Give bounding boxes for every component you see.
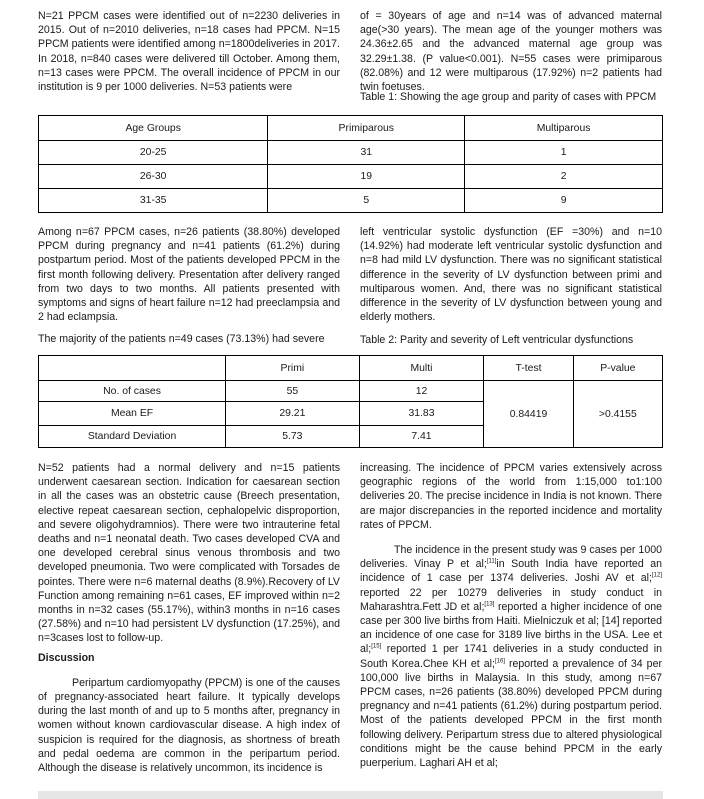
- citation-15: [15]: [371, 643, 382, 650]
- table2-cell: 12: [359, 381, 484, 402]
- table2-cell: 31.83: [359, 402, 484, 426]
- table-row: [39, 165, 663, 189]
- discussion-heading: Discussion: [38, 651, 95, 664]
- table2-header-multi: Multi: [359, 356, 484, 381]
- discussion-paragraph: Peripartum cardiomyopathy (PPCM) is one of the causes of pregnancy-associated heart failure. It typically develops during the last month of and up to 5 months after, pregnancy in women without known cardiovascular disease. A high index of suspicion is required for the diagnosis, as shortness of breath and pedal oedema are common in the peripartum period. Although the disease is relatively uncommon, its incidence is: [38, 676, 340, 775]
- table1-header-multiparous: Multiparous: [465, 116, 663, 141]
- results-paragraph-left: Among n=67 PPCM cases, n=26 patients (38.80%) developed PPCM during pregnancy and n=41 patients (61.2%) during postpartum period. Most of the patients developed PPCM in the first month following delivery. Presentation after delivery ranged from two days to two months. All patients presented with symptoms and signs of heart failure n=12 had preeclampsia and 2 had eclampsia. The majority of the patients n=49 cases (73.13%) had severe: [38, 226, 340, 346]
- citation-11: [11]: [486, 558, 497, 565]
- table-row: [39, 189, 663, 213]
- table2-header-primi: Primi: [226, 356, 360, 381]
- incidence-column: [360, 461, 662, 770]
- table1-cell: 20-25: [39, 141, 268, 165]
- citation-16: [16]: [494, 658, 505, 665]
- table1-header-row: [39, 116, 663, 141]
- outcomes-and-discussion-column: [38, 461, 340, 775]
- table2-cell: 7.41: [359, 426, 484, 448]
- table1-caption: Table 1: Showing the age group and parity of cases with PPCM: [360, 91, 657, 103]
- incidence-paragraph: increasing. The incidence of PPCM varies extensively across geographic regions of the world from 1:15,000 to1:100 deliveries 20. The precise incidence in India is not known. There are major discrepancies in the reported incidence and mortality rates of PPCM.: [360, 462, 662, 531]
- outcomes-paragraph: N=52 patients had a normal delivery and n=15 patients underwent caesarean section. Indication for caesarean section in all the cases was an obstetric cause (Breech presentation, elective repeat caesarean section, cephalopelvic disproportion, and severe oligohydramnios). There were two intrauterine fetal deaths and n=1 neonatal death. Two cases developed CVA and one developed cerebral sinus venous thrombosis and two developed pneumonia. Two were complicated with Torsades de pointes. There were n=6 maternal deaths (8.9%).Recovery of LV Function among remaining n=61 cases, EF improved within n=2 months in n=32 cases (55.17%), within3 months in n=16 cases (27.58%) and n=10 had persistent LV dysfunction (17.25%), and n=3cases lost to follow-up.: [38, 462, 340, 645]
- present-study-paragraph: The incidence in the present study was 9 cases per 1000 deliveries. Vinay P et al;[11]in South India have reported an incidence of 1 case per 1374 deliveries. Joshi AV et al;[12] reported 22 per 10279 deliveries in study conduct in Maharashtra.Fett JD et al;[13] reported a higher incidence of one case per 300 live births from Haiti. Mielniczuk et al; [14] reported an incidence of one case for 3189 live births in the USA. Lee et al;[15] reported 1 per 1741 deliveries in a study conducted in South Korea.Chee KH et al;[16] reported a prevalence of 34 per 100,000 live births in Malaysia. In this study, among n=67 PPCM cases, n=26 patients (38.80%) developed PPCM during pregnancy and n=41 patients (61.2%) during postpartum period. Most of the patients developed PPCM in the first month following delivery. Peripartum stress due to altered physiological conditions might be the cause behind PPCM in the early puerperium. Laghari AH et al;: [360, 544, 663, 770]
- table-row: [39, 141, 663, 165]
- table2-cell: No. of cases: [39, 381, 226, 402]
- table2-pvalue-value: >0.4155: [573, 381, 662, 448]
- table2-caption: Table 2: Parity and severity of Left ventricular dysfunctions: [360, 334, 634, 346]
- citation-13: [13]: [484, 601, 495, 608]
- citation-12: [12]: [651, 572, 662, 579]
- table2-cell: Mean EF: [39, 402, 226, 426]
- table2-cell: Standard Deviation: [39, 426, 226, 448]
- table1-cell: 31-35: [39, 189, 268, 213]
- table1-header-age: Age Groups: [39, 116, 268, 141]
- table1-cell: 26-30: [39, 165, 268, 189]
- table-row: [39, 381, 663, 402]
- table2-cell: 55: [226, 381, 360, 402]
- table1-cell: 31: [268, 141, 465, 165]
- parity-lv-table: [38, 355, 663, 448]
- table1-cell: 2: [465, 165, 663, 189]
- table2-cell: 29.21: [226, 402, 360, 426]
- table1-cell: 19: [268, 165, 465, 189]
- table1-header-primiparous: Primiparous: [268, 116, 465, 141]
- table2-header-blank: [39, 356, 226, 381]
- table1-cell: 5: [268, 189, 465, 213]
- intro-paragraph-right: of = 30years of age and n=14 was of advanced maternal age(>30 years). The mean age of the younger mothers was 24.36±2.65 and the advanced maternal age group was 32.29±1.38. (P value<0.001). N=55 cases were primiparous (82.08%) and 12 were multiparous (17.92%) n=2 patients had twin foetuses.: [360, 10, 662, 94]
- table2-header-ttest: T-test: [484, 356, 573, 381]
- table2-cell: 5.73: [226, 426, 360, 448]
- table2-ttest-value: 0.84419: [484, 381, 573, 448]
- table1-cell: 9: [465, 189, 663, 213]
- table1-cell: 1: [465, 141, 663, 165]
- intro-paragraph-left: N=21 PPCM cases were identified out of n=2230 deliveries in 2015. Out of n=2010 deliveries, n=18 cases had PPCM. N=15 PPCM patients were identified among n=1800deliveries in 2017. In 2018, n=840 cases were delivered till October. Among them, n=13 cases were PPCM. The overall incidence of PPCM in our institution is 9 per 1000 deliveries. N=53 patients were: [38, 10, 340, 94]
- page-footer-bar: [38, 791, 663, 799]
- table2-header-pvalue: P-value: [573, 356, 662, 381]
- table2-header-row: [39, 356, 663, 381]
- age-parity-table: [38, 115, 663, 213]
- results-paragraph-right: left ventricular systolic dysfunction (EF =30%) and n=10 (14.92%) had moderate left ventricular systolic dysfunction and n=8 had mild LV dysfunction. There was no significant statistical difference in the severity of LV dysfunction between primi and multiparous women. And, there was no significant statistical difference in the severity of LV dysfunction between young and elderly mothers.: [360, 226, 662, 324]
